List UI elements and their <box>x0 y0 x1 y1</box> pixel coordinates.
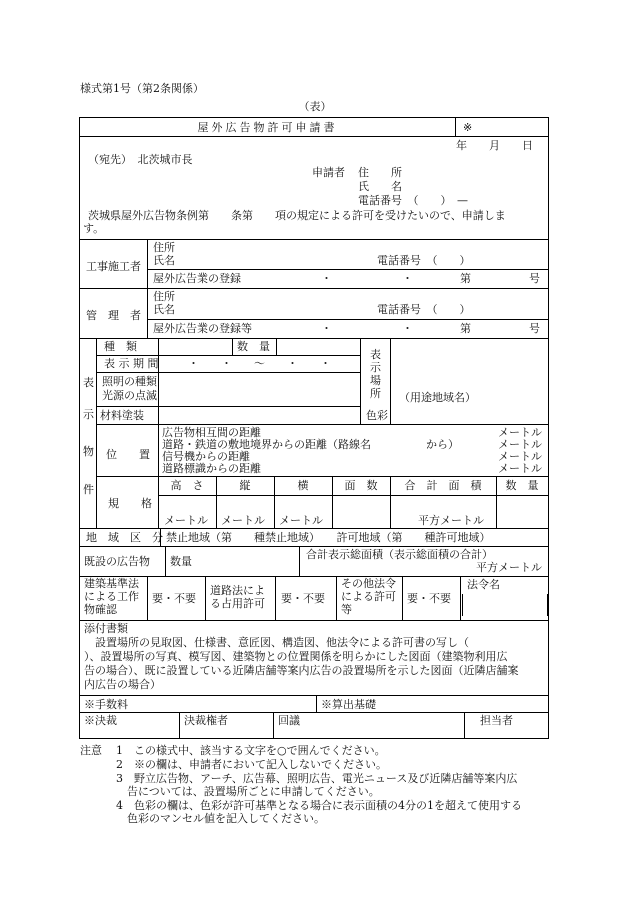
notes-heading: 注意 <box>80 744 102 757</box>
manager-registration-dai: 第 <box>460 322 471 335</box>
building-check-label-3: 物確認 <box>84 603 117 616</box>
note-item: 告については、設置場所ごとに申請してください。 <box>116 785 380 798</box>
contractor-registration-dai: 第 <box>460 272 471 285</box>
position-item-2: 道路・鉄道の敷地境界からの距離（路線名 から） <box>162 438 459 451</box>
manager-registration-dot: ・ <box>321 322 332 335</box>
form-title: 屋外広告物許可申請書 <box>197 121 338 134</box>
display-side-label-1: 表 <box>83 376 94 389</box>
note-item: 4 色彩の欄は、色彩が許可基準となる場合に表示面積の4分の1を超えて使用する <box>116 799 522 812</box>
display-period-label: 表 示 期 間 <box>104 357 159 370</box>
law-name-bracket <box>462 594 548 616</box>
road-permit-label-2: る占用許可 <box>210 597 265 610</box>
office-use-mark: ※ <box>463 121 473 134</box>
manager-registration-dot: ・ <box>402 322 413 335</box>
spec-vertical-unit: メートル <box>221 514 265 527</box>
form-number: 様式第1号（第2条関係） <box>80 82 204 95</box>
display-side-label-2: 示 <box>83 408 94 421</box>
manager-phone-label: 電話番号 （ ） <box>377 303 471 316</box>
contractor-address-label: 住所 <box>153 241 175 254</box>
display-side-label-3: 物 <box>83 445 94 458</box>
building-check-label-2: による工作 <box>84 590 139 603</box>
region-value: 禁止地域（第 種禁止地域） 許可地域（第 種許可地域） <box>166 531 491 544</box>
attachments-line: ）、設置場所の写真、模写図、建築物との位置関係を明らかにした図面（建築物利用広 <box>84 650 508 663</box>
spec-header-vertical: 縦 <box>239 479 251 492</box>
contractor-registration-dot: ・ <box>321 272 332 285</box>
recipient: （宛先） 北茨城市長 <box>88 153 193 166</box>
position-label: 位 置 <box>106 448 150 461</box>
spec-header-horizontal: 横 <box>297 479 309 492</box>
contractor-registration-dot: ・ <box>402 272 413 285</box>
attachments-line: 設置場所の見取図、仕様書、意匠図、構造図、他法令による許可書の写し（ <box>84 636 469 649</box>
contractor-registration-label: 屋外広告業の登録 <box>153 272 241 285</box>
note-item: 3 野立広告物、アーチ、広告幕、照明広告、電光ニュース及び近隣店舗等案内広 <box>116 772 518 785</box>
note-item: 色彩のマンセル値を記入してください。 <box>116 812 325 825</box>
road-permit-label-1: 道路法によ <box>210 584 265 597</box>
decision-authority-label: 決裁権者 <box>184 714 228 727</box>
manager-registration-label: 屋外広告業の登録等 <box>153 322 252 335</box>
color-label: 色彩 <box>366 409 388 422</box>
position-meter: メートル <box>498 426 542 439</box>
existing-signs-label: 既設の広告物 <box>84 555 150 568</box>
existing-quantity-label: 数量 <box>170 555 192 568</box>
calculation-basis-label: ※算出基礎 <box>321 698 376 711</box>
applicant-name-label: 氏 名 <box>358 180 402 193</box>
decision-label: ※決裁 <box>84 714 117 727</box>
other-permit-label-3: 等 <box>341 603 352 616</box>
spec-header-height: 高 さ <box>170 479 204 492</box>
applicant-label: 申請者 <box>312 166 345 179</box>
position-item-1: 広告物相互間の距離 <box>162 426 261 439</box>
material-label: 材料塗装 <box>100 409 144 422</box>
spec-header-quantity: 数 量 <box>505 479 539 492</box>
building-check-label-1: 建築基準法 <box>84 577 139 590</box>
contractor-registration-go: 号 <box>529 272 540 285</box>
manager-registration-go: 号 <box>529 322 540 335</box>
position-meter: メートル <box>498 438 542 451</box>
location-label-1: 表 <box>370 348 381 361</box>
attachments-line: 内広告の場合） <box>84 678 161 691</box>
attachments-line: 告の場合）、既に設置している近隣店舗等案内広告の設置場所を示した図面（近隣店舗案 <box>84 664 519 677</box>
person-in-charge-label: 担当者 <box>480 714 513 727</box>
fee-label: ※手数料 <box>84 698 128 711</box>
manager-name-label: 氏名 <box>153 303 175 316</box>
note-item: 2 ※の欄は、申請者において記入しないでください。 <box>116 758 387 771</box>
other-permit-label-1: その他法令 <box>341 577 396 590</box>
spec-area-unit: 平方メートル <box>418 514 484 527</box>
position-item-4: 道路標識からの距離 <box>162 462 261 475</box>
spec-height-unit: メートル <box>164 514 208 527</box>
spec-header-face-count: 面 数 <box>344 479 378 492</box>
quantity-label: 数 量 <box>237 340 270 353</box>
zoning-label: （用途地域名） <box>399 391 476 404</box>
application-date: 年 月 日 <box>456 139 533 152</box>
road-permit-need: 要・不要 <box>281 592 325 605</box>
location-label-3: 場 <box>370 374 381 387</box>
contractor-label: 工事施工者 <box>86 260 141 273</box>
existing-total-area-unit: 平方メートル <box>476 561 542 574</box>
lighting-flash-label: 光源の点滅 <box>102 389 157 402</box>
application-statement: 茨城県屋外広告物条例第 条第 項の規定による許可を受けたいので、申請しま <box>88 209 506 222</box>
applicant-address-label: 住 所 <box>358 166 402 179</box>
spec-horizontal-unit: メートル <box>279 514 323 527</box>
manager-address-label: 住所 <box>153 290 175 303</box>
type-label: 種 類 <box>104 340 137 353</box>
display-side-label-4: 件 <box>83 483 94 496</box>
building-check-need: 要・不要 <box>152 592 196 605</box>
location-label-2: 示 <box>370 361 381 374</box>
application-statement-cont: す。 <box>83 222 105 235</box>
existing-total-area-label: 合計表示総面積（表示総面積の合計） <box>306 548 493 561</box>
circulation-label: 回議 <box>278 714 300 727</box>
front-side-label: （表） <box>298 100 332 113</box>
spec-label: 規 格 <box>108 497 152 510</box>
attachments-title: 添付書類 <box>84 622 128 635</box>
display-period-value: ・ ・ 〜 ・ ・ <box>188 357 331 370</box>
note-item: 1 この様式中、該当する文字を○で囲んでください。 <box>116 744 386 757</box>
contractor-phone-label: 電話番号 （ ） <box>377 254 471 267</box>
location-label-4: 所 <box>370 387 381 400</box>
lighting-type-label: 照明の種類 <box>102 375 157 388</box>
application-form <box>79 117 549 739</box>
position-meter: メートル <box>498 462 542 475</box>
other-permit-need: 要・不要 <box>407 592 451 605</box>
manager-label: 管 理 者 <box>86 309 141 322</box>
law-name-label: 法令名 <box>467 578 500 591</box>
other-permit-label-2: による許可 <box>341 590 396 603</box>
region-label: 地 域 区 分 <box>86 531 163 544</box>
contractor-name-label: 氏名 <box>153 254 175 267</box>
position-item-3: 信号機からの距離 <box>162 450 250 463</box>
position-meter: メートル <box>498 450 542 463</box>
spec-header-total-area: 合 計 面 積 <box>404 479 482 492</box>
applicant-phone-label: 電話番号 （ ） — <box>358 194 468 207</box>
